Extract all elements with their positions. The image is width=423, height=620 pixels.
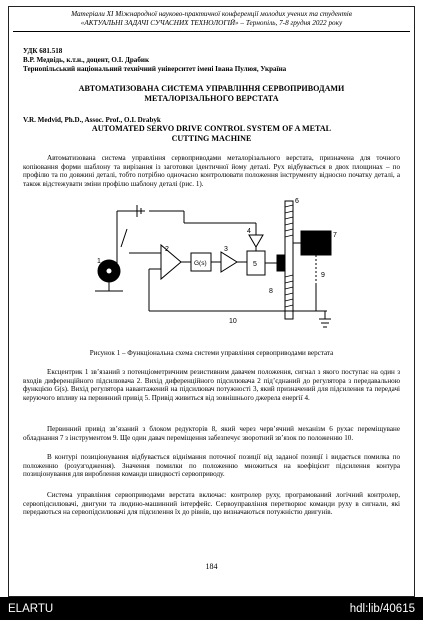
running-header-line-1: Матеріали XI Міжнародної науково-практичної конференції молодих учених та студентів bbox=[71, 10, 352, 18]
udc-code: УДК 681.518 bbox=[23, 47, 63, 55]
paragraph-2: Первинний привід зв’язаний з блоком редукторів 8, який через черв’ячний механізм 6 рухає переміщуване обладнання 7 з інструментом 9. Ще один давач переміщення забезпечує зворотний зв’язок по положенню 10. bbox=[23, 425, 400, 442]
label-8: 8 bbox=[269, 288, 273, 295]
paragraph-1: Ексцентрик 1 зв’язаний з потенціометричним резистивним давачем положення, сигнал з якого поступає на один з входів диференційного підсилювача 2. Вихід диференційного підсилювача 2 під’єднаний до регулятора з передавальною функцією G(s). Вихід регулятора навантажений на підсилювач потужності 3, який призначений для підсилення та передачі керуючого впливу на первинний привід 5. Привід живиться від зовнішнього джерела енергії 4. bbox=[23, 368, 400, 402]
title-ua: АВТОМАТИЗОВАНА СИСТЕМА УПРАВЛІННЯ СЕРВОПРИВОДАМИ МЕТАЛОРІЗАЛЬНОГО ВЕРСТАТА bbox=[78, 84, 345, 103]
page-number: 184 bbox=[205, 562, 218, 571]
affiliation: Тернопільський національний технічний університет імені Івана Пулюя, Україна bbox=[23, 65, 287, 73]
energy-source-4 bbox=[249, 235, 263, 247]
footer-handle-link[interactable]: hdl:lib/40615 bbox=[349, 603, 415, 615]
label-5: 5 bbox=[253, 261, 257, 268]
label-3: 3 bbox=[224, 246, 228, 253]
worm-gear-hatch bbox=[285, 205, 293, 307]
label-9: 9 bbox=[321, 272, 325, 279]
potentiometer-wiper bbox=[121, 229, 127, 247]
title-en: AUTOMATED SERVO DRIVE CONTROL SYSTEM OF A METAL CUTTING MACHINE bbox=[91, 124, 332, 143]
running-header bbox=[13, 10, 410, 27]
authors-en: V.R. Medvid, Ph.D., Assoc. Prof., O.I. Drabyk bbox=[23, 116, 161, 124]
label-2: 2 bbox=[165, 246, 169, 253]
diff-amplifier-2 bbox=[161, 245, 181, 279]
moving-equipment-7 bbox=[301, 231, 331, 255]
running-header-line-2: «АКТУАЛЬНІ ЗАДАЧІ СУЧАСНИХ ТЕХНОЛОГІЙ» – Тернопіль, 7-8 грудня 2022 року bbox=[80, 18, 343, 27]
label-7: 7 bbox=[333, 232, 337, 239]
reducer-8 bbox=[277, 255, 285, 271]
label-4: 4 bbox=[247, 228, 251, 235]
repository-footer-bar bbox=[0, 597, 423, 620]
paragraph-4: Система управління сервоприводами верстата включає: контролер руху, програмований логічний контролер, сервопідсилювачі, двигуни та людино-машинний інтерфейс. Сервоуправління перетворює команди руху в сигнали, які передаються на сервопідсилювачі для підсилення їх до рівнів, що визначаються потужністю двигунів. bbox=[23, 491, 400, 516]
functional-diagram bbox=[69, 193, 339, 341]
paragraph-3: В контурі позиціонування відбувається віднімання поточної позиції від заданої позиції і видається помилка по положенню (розузгодження). Значення помилки по положенню множиться на коефіцієнт підсилення контура позиціонування для вироблення команди швидкості сервоприводу. bbox=[23, 453, 400, 478]
paper-page bbox=[8, 6, 415, 597]
figure-caption: Рисунок 1 – Функціональна схема системи управління сервоприводами верстата bbox=[89, 349, 334, 357]
eccentric-hub bbox=[106, 268, 112, 274]
label-6: 6 bbox=[295, 198, 299, 205]
label-gs: G(s) bbox=[194, 260, 207, 267]
intro-paragraph: Автоматизована система управління сервоприводами металорізального верстата, призначена для точного копіювання форми шаблону та вирізання із заготовки ідентичної йому деталі. Рух відбувається в двох площинах – по профілю та по довжині деталі, тобто потрібно одночасно контролювати положення інструменту відносно початку деталі, а також відстежувати зміни профілю шаблону деталі (рис. 1). bbox=[23, 154, 400, 188]
power-amplifier-3 bbox=[221, 252, 237, 272]
authors-ua: В.Р. Медвідь, к.т.н., доцент, О.І. Драбик bbox=[23, 56, 150, 64]
label-10: 10 bbox=[229, 318, 237, 325]
label-1: 1 bbox=[97, 258, 101, 265]
footer-repository-name: ELARTU bbox=[8, 603, 54, 615]
header-rule bbox=[13, 31, 410, 32]
